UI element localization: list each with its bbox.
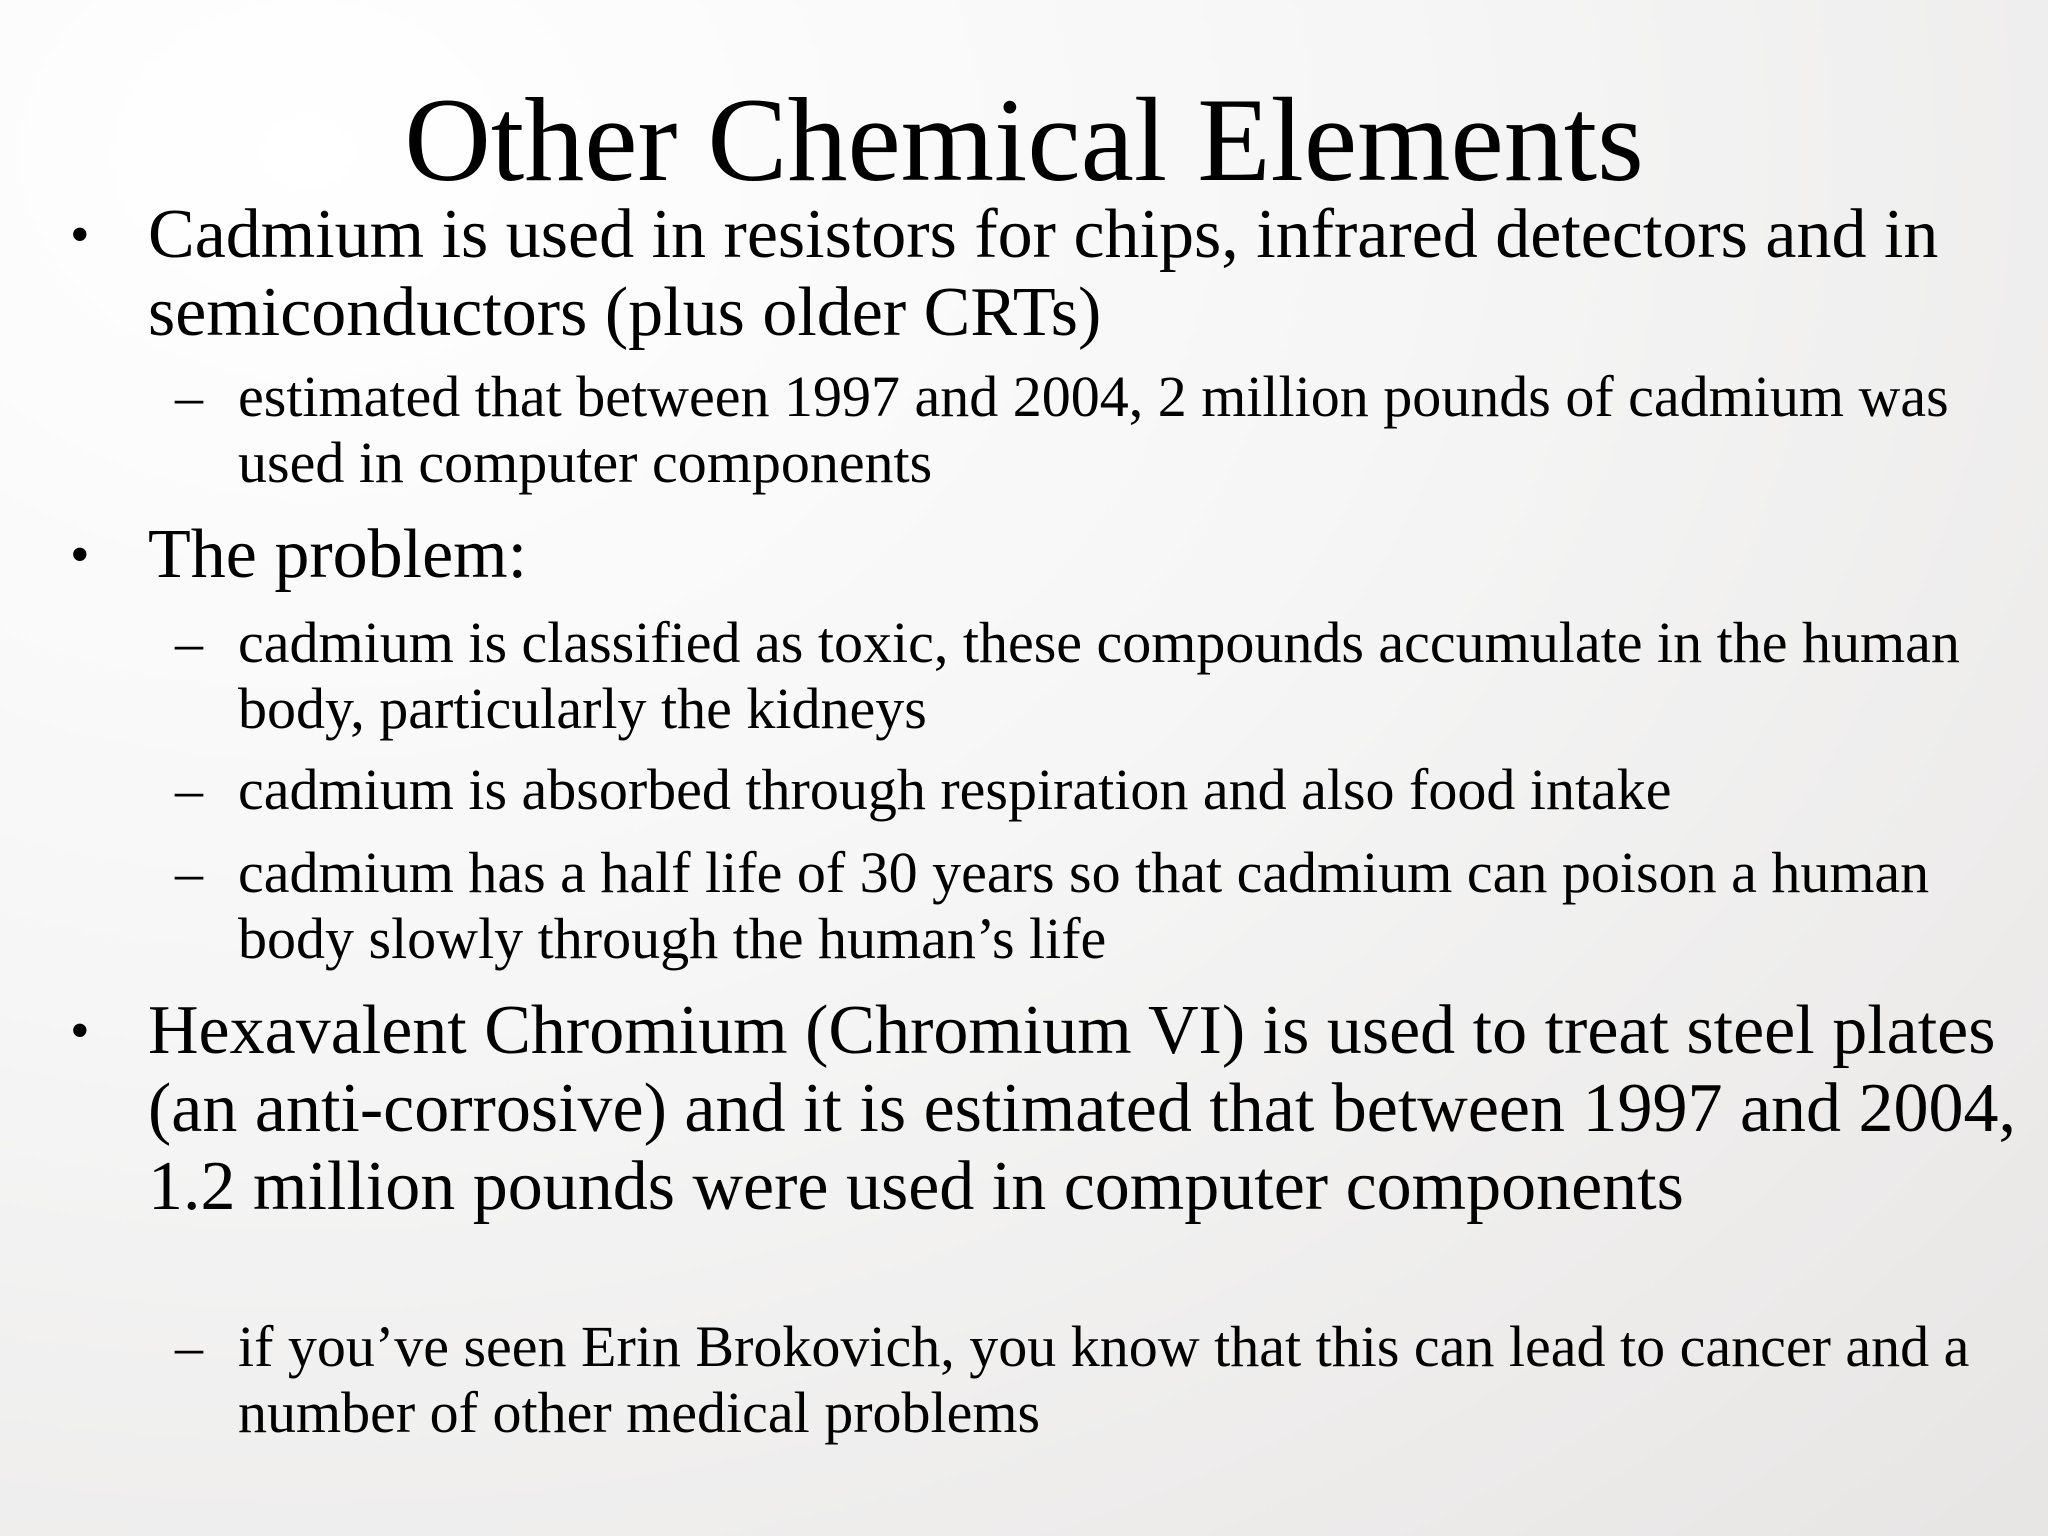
dash-icon: – [175,1316,203,1378]
dash-icon: – [175,366,203,428]
bullet-icon: • [70,1000,90,1062]
dash-icon: – [175,612,203,674]
bullet-icon: • [70,524,90,586]
dash-icon: – [175,842,203,904]
dash-icon: – [175,759,203,821]
sub-point-2-1: cadmium is classified as toxic, these compounds accumulate in the human body, particularly the kidneys [238,610,1960,741]
bullet-icon: • [70,204,90,266]
bullet-point-3: Hexavalent Chromium (Chromium VI) is used to treat steel plates (an anti-corrosive) and it is estimated that between 1997 and 2004, 1.2 million pounds were used in computer components [148,992,2017,1225]
bullet-point-1: Cadmium is used in resistors for chips, infrared detectors and in semiconductors (plus older CRTs) [148,196,1939,351]
sub-point-2-3: cadmium has a half life of 30 years so that cadmium can poison a human body slowly through the human’s life [238,840,1930,971]
sub-point-2-2: cadmium is absorbed through respiration and also food intake [238,757,1672,822]
sub-point-1-1: estimated that between 1997 and 2004, 2 million pounds of cadmium was used in computer components [238,364,1949,495]
slide-title: Other Chemical Elements [404,73,1644,206]
bullet-point-2: The problem: [148,516,528,593]
sub-point-3-1: if you’ve seen Erin Brokovich, you know that this can lead to cancer and a number of other medical problems [238,1314,1970,1445]
